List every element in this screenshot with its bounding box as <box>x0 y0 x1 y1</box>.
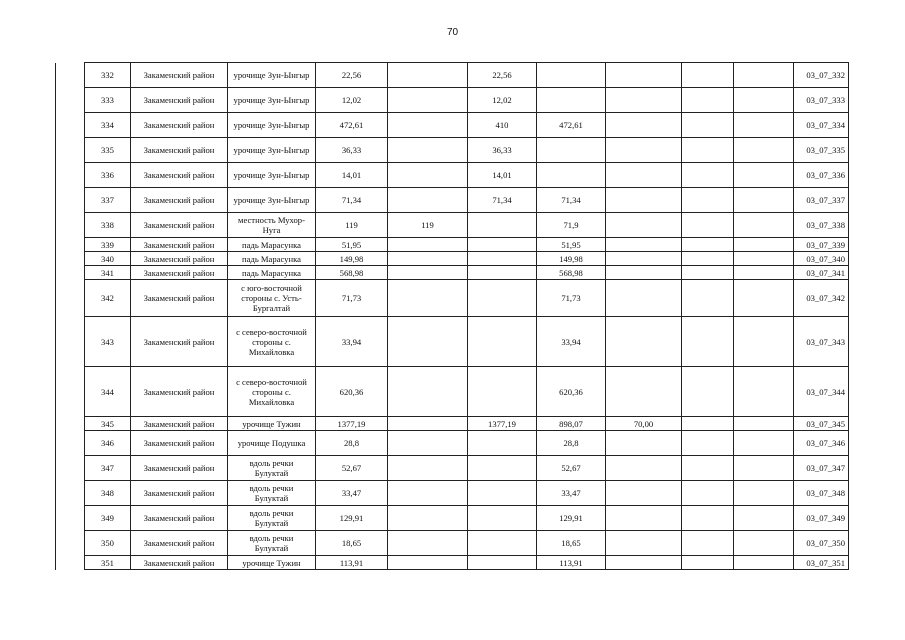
location-cell: урочище Зун-Ынгыр <box>228 113 316 138</box>
table-row <box>85 252 849 266</box>
code-cell: 03_07_338 <box>794 213 849 238</box>
column-9-cell <box>682 417 734 431</box>
code-cell: 03_07_333 <box>794 88 849 113</box>
column-8-cell <box>606 88 682 113</box>
row-number-cell: 348 <box>85 481 131 506</box>
code-cell: 03_07_334 <box>794 113 849 138</box>
column-8-cell <box>606 63 682 88</box>
column-10-cell <box>734 252 794 266</box>
area-cell: 568,98 <box>316 266 388 280</box>
column-7-cell: 129,91 <box>537 506 606 531</box>
column-7-cell: 71,73 <box>537 280 606 317</box>
column-7-cell: 71,9 <box>537 213 606 238</box>
table-row <box>85 266 849 280</box>
column-5-cell <box>388 88 468 113</box>
column-7-cell: 620,36 <box>537 367 606 417</box>
area-cell: 149,98 <box>316 252 388 266</box>
column-5-cell <box>388 506 468 531</box>
code-cell: 03_07_340 <box>794 252 849 266</box>
district-cell: Закаменский район <box>131 531 228 556</box>
column-6-cell <box>468 506 537 531</box>
column-8-cell <box>606 556 682 570</box>
location-cell: вдоль речки Булуктай <box>228 531 316 556</box>
location-cell: урочище Тужин <box>228 417 316 431</box>
column-7-cell <box>537 63 606 88</box>
column-5-cell <box>388 417 468 431</box>
location-cell: урочище Зун-Ынгыр <box>228 138 316 163</box>
column-10-cell <box>734 317 794 367</box>
row-number-cell: 338 <box>85 213 131 238</box>
table-row <box>85 506 849 531</box>
column-7-cell: 113,91 <box>537 556 606 570</box>
column-9-cell <box>682 280 734 317</box>
column-5-cell <box>388 431 468 456</box>
location-cell: урочище Зун-Ынгыр <box>228 63 316 88</box>
row-number-cell: 339 <box>85 238 131 252</box>
location-cell: с юго-восточной стороны с. Усть-Бургалтай <box>228 280 316 317</box>
column-10-cell <box>734 138 794 163</box>
column-5-cell <box>388 138 468 163</box>
location-cell: урочище Зун-Ынгыр <box>228 188 316 213</box>
column-6-cell: 12,02 <box>468 88 537 113</box>
column-5-cell <box>388 163 468 188</box>
row-number-cell: 333 <box>85 88 131 113</box>
column-5-cell <box>388 456 468 481</box>
location-cell: местность Мухор-Нуга <box>228 213 316 238</box>
row-number-cell: 350 <box>85 531 131 556</box>
column-10-cell <box>734 113 794 138</box>
column-6-cell: 36,33 <box>468 138 537 163</box>
column-5-cell <box>388 188 468 213</box>
row-number-cell: 345 <box>85 417 131 431</box>
column-6-cell: 1377,19 <box>468 417 537 431</box>
code-cell: 03_07_332 <box>794 63 849 88</box>
table-row <box>85 88 849 113</box>
column-9-cell <box>682 506 734 531</box>
row-number-cell: 332 <box>85 63 131 88</box>
column-7-cell <box>537 138 606 163</box>
column-6-cell <box>468 531 537 556</box>
column-10-cell <box>734 213 794 238</box>
location-cell: урочище Тужин <box>228 556 316 570</box>
area-cell: 12,02 <box>316 88 388 113</box>
row-number-cell: 335 <box>85 138 131 163</box>
code-cell: 03_07_345 <box>794 417 849 431</box>
code-cell: 03_07_336 <box>794 163 849 188</box>
column-8-cell <box>606 317 682 367</box>
column-8-cell <box>606 266 682 280</box>
row-number-cell: 342 <box>85 280 131 317</box>
left-margin-rule <box>55 63 56 570</box>
column-8-cell <box>606 213 682 238</box>
column-8-cell <box>606 113 682 138</box>
column-8-cell <box>606 138 682 163</box>
column-5-cell <box>388 531 468 556</box>
column-9-cell <box>682 113 734 138</box>
district-cell: Закаменский район <box>131 163 228 188</box>
column-5-cell <box>388 556 468 570</box>
location-cell: вдоль речки Булуктай <box>228 506 316 531</box>
district-cell: Закаменский район <box>131 280 228 317</box>
column-6-cell <box>468 367 537 417</box>
code-cell: 03_07_346 <box>794 431 849 456</box>
column-10-cell <box>734 63 794 88</box>
column-7-cell: 898,07 <box>537 417 606 431</box>
column-9-cell <box>682 88 734 113</box>
column-7-cell <box>537 163 606 188</box>
table-row <box>85 431 849 456</box>
code-cell: 03_07_350 <box>794 531 849 556</box>
row-number-cell: 341 <box>85 266 131 280</box>
code-cell: 03_07_337 <box>794 188 849 213</box>
column-10-cell <box>734 556 794 570</box>
location-cell: вдоль речки Булуктай <box>228 456 316 481</box>
column-9-cell <box>682 317 734 367</box>
column-8-cell <box>606 481 682 506</box>
row-number-cell: 344 <box>85 367 131 417</box>
district-cell: Закаменский район <box>131 317 228 367</box>
column-8-cell <box>606 163 682 188</box>
district-cell: Закаменский район <box>131 113 228 138</box>
column-6-cell <box>468 266 537 280</box>
row-number-cell: 340 <box>85 252 131 266</box>
district-cell: Закаменский район <box>131 88 228 113</box>
code-cell: 03_07_347 <box>794 456 849 481</box>
column-6-cell <box>468 317 537 367</box>
row-number-cell: 349 <box>85 506 131 531</box>
column-8-cell <box>606 238 682 252</box>
column-10-cell <box>734 238 794 252</box>
column-6-cell <box>468 213 537 238</box>
column-5-cell <box>388 252 468 266</box>
column-5-cell: 119 <box>388 213 468 238</box>
column-7-cell: 149,98 <box>537 252 606 266</box>
column-8-cell <box>606 280 682 317</box>
column-10-cell <box>734 188 794 213</box>
area-cell: 52,67 <box>316 456 388 481</box>
district-cell: Закаменский район <box>131 417 228 431</box>
column-8-cell <box>606 531 682 556</box>
column-6-cell: 14,01 <box>468 163 537 188</box>
location-cell: с северо-восточной стороны с. Михайловка <box>228 367 316 417</box>
column-9-cell <box>682 63 734 88</box>
area-cell: 28,8 <box>316 431 388 456</box>
column-9-cell <box>682 252 734 266</box>
column-7-cell: 71,34 <box>537 188 606 213</box>
area-cell: 36,33 <box>316 138 388 163</box>
column-5-cell <box>388 367 468 417</box>
column-7-cell: 33,47 <box>537 481 606 506</box>
column-9-cell <box>682 138 734 163</box>
column-10-cell <box>734 481 794 506</box>
area-cell: 1377,19 <box>316 417 388 431</box>
district-cell: Закаменский район <box>131 506 228 531</box>
table-row <box>85 367 849 417</box>
column-9-cell <box>682 213 734 238</box>
row-number-cell: 347 <box>85 456 131 481</box>
location-cell: вдоль речки Булуктай <box>228 481 316 506</box>
column-10-cell <box>734 431 794 456</box>
table-row <box>85 238 849 252</box>
table-row <box>85 531 849 556</box>
location-cell: урочище Зун-Ынгыр <box>228 163 316 188</box>
column-9-cell <box>682 266 734 280</box>
code-cell: 03_07_339 <box>794 238 849 252</box>
column-9-cell <box>682 556 734 570</box>
column-5-cell <box>388 481 468 506</box>
row-number-cell: 336 <box>85 163 131 188</box>
table-row <box>85 280 849 317</box>
column-8-cell <box>606 252 682 266</box>
area-cell: 119 <box>316 213 388 238</box>
column-6-cell: 22,56 <box>468 63 537 88</box>
column-7-cell: 18,65 <box>537 531 606 556</box>
location-cell: падь Марасунка <box>228 238 316 252</box>
column-7-cell: 568,98 <box>537 266 606 280</box>
column-8-cell <box>606 456 682 481</box>
column-8-cell: 70,00 <box>606 417 682 431</box>
column-6-cell: 410 <box>468 113 537 138</box>
column-6-cell: 71,34 <box>468 188 537 213</box>
district-cell: Закаменский район <box>131 481 228 506</box>
table-row <box>85 163 849 188</box>
table-row <box>85 556 849 570</box>
area-cell: 71,34 <box>316 188 388 213</box>
area-cell: 620,36 <box>316 367 388 417</box>
area-cell: 22,56 <box>316 63 388 88</box>
area-cell: 129,91 <box>316 506 388 531</box>
column-5-cell <box>388 317 468 367</box>
column-9-cell <box>682 188 734 213</box>
district-cell: Закаменский район <box>131 238 228 252</box>
district-cell: Закаменский район <box>131 456 228 481</box>
area-cell: 18,65 <box>316 531 388 556</box>
column-7-cell: 51,95 <box>537 238 606 252</box>
column-7-cell: 33,94 <box>537 317 606 367</box>
column-10-cell <box>734 88 794 113</box>
column-9-cell <box>682 367 734 417</box>
district-cell: Закаменский район <box>131 63 228 88</box>
column-6-cell <box>468 481 537 506</box>
code-cell: 03_07_343 <box>794 317 849 367</box>
column-7-cell: 472,61 <box>537 113 606 138</box>
column-7-cell <box>537 88 606 113</box>
area-cell: 113,91 <box>316 556 388 570</box>
district-cell: Закаменский район <box>131 138 228 163</box>
row-number-cell: 337 <box>85 188 131 213</box>
table-row <box>85 113 849 138</box>
column-8-cell <box>606 506 682 531</box>
district-cell: Закаменский район <box>131 367 228 417</box>
district-cell: Закаменский район <box>131 266 228 280</box>
column-7-cell: 28,8 <box>537 431 606 456</box>
column-10-cell <box>734 163 794 188</box>
column-9-cell <box>682 481 734 506</box>
column-5-cell <box>388 266 468 280</box>
column-10-cell <box>734 367 794 417</box>
column-6-cell <box>468 556 537 570</box>
code-cell: 03_07_351 <box>794 556 849 570</box>
code-cell: 03_07_335 <box>794 138 849 163</box>
column-5-cell <box>388 113 468 138</box>
column-9-cell <box>682 238 734 252</box>
column-10-cell <box>734 280 794 317</box>
table-row <box>85 417 849 431</box>
area-cell: 33,47 <box>316 481 388 506</box>
district-cell: Закаменский район <box>131 213 228 238</box>
table-row <box>85 317 849 367</box>
column-10-cell <box>734 506 794 531</box>
area-cell: 51,95 <box>316 238 388 252</box>
column-6-cell <box>468 252 537 266</box>
code-cell: 03_07_349 <box>794 506 849 531</box>
column-10-cell <box>734 417 794 431</box>
location-cell: урочище Подушка <box>228 431 316 456</box>
district-cell: Закаменский район <box>131 188 228 213</box>
column-10-cell <box>734 266 794 280</box>
column-6-cell <box>468 238 537 252</box>
column-8-cell <box>606 431 682 456</box>
column-8-cell <box>606 188 682 213</box>
column-9-cell <box>682 456 734 481</box>
table-row <box>85 456 849 481</box>
table-body <box>85 63 849 570</box>
column-6-cell <box>468 456 537 481</box>
area-cell: 14,01 <box>316 163 388 188</box>
column-10-cell <box>734 531 794 556</box>
area-cell: 472,61 <box>316 113 388 138</box>
page-number: 70 <box>446 27 459 38</box>
location-cell: с северо-восточной стороны с. Михайловка <box>228 317 316 367</box>
column-5-cell <box>388 63 468 88</box>
column-9-cell <box>682 163 734 188</box>
row-number-cell: 351 <box>85 556 131 570</box>
code-cell: 03_07_344 <box>794 367 849 417</box>
district-cell: Закаменский район <box>131 556 228 570</box>
column-8-cell <box>606 367 682 417</box>
column-7-cell: 52,67 <box>537 456 606 481</box>
row-number-cell: 346 <box>85 431 131 456</box>
column-5-cell <box>388 238 468 252</box>
column-6-cell <box>468 431 537 456</box>
column-9-cell <box>682 531 734 556</box>
column-5-cell <box>388 280 468 317</box>
table-row <box>85 481 849 506</box>
column-9-cell <box>682 431 734 456</box>
table-row <box>85 63 849 88</box>
area-cell: 71,73 <box>316 280 388 317</box>
location-cell: падь Марасунка <box>228 266 316 280</box>
table-row <box>85 188 849 213</box>
column-10-cell <box>734 456 794 481</box>
code-cell: 03_07_348 <box>794 481 849 506</box>
code-cell: 03_07_342 <box>794 280 849 317</box>
district-cell: Закаменский район <box>131 431 228 456</box>
code-cell: 03_07_341 <box>794 266 849 280</box>
district-cell: Закаменский район <box>131 252 228 266</box>
area-cell: 33,94 <box>316 317 388 367</box>
column-6-cell <box>468 280 537 317</box>
row-number-cell: 343 <box>85 317 131 367</box>
location-cell: падь Марасунка <box>228 252 316 266</box>
row-number-cell: 334 <box>85 113 131 138</box>
location-cell: урочище Зун-Ынгыр <box>228 88 316 113</box>
table-row <box>85 138 849 163</box>
land-register-table <box>84 62 849 570</box>
table-row <box>85 213 849 238</box>
